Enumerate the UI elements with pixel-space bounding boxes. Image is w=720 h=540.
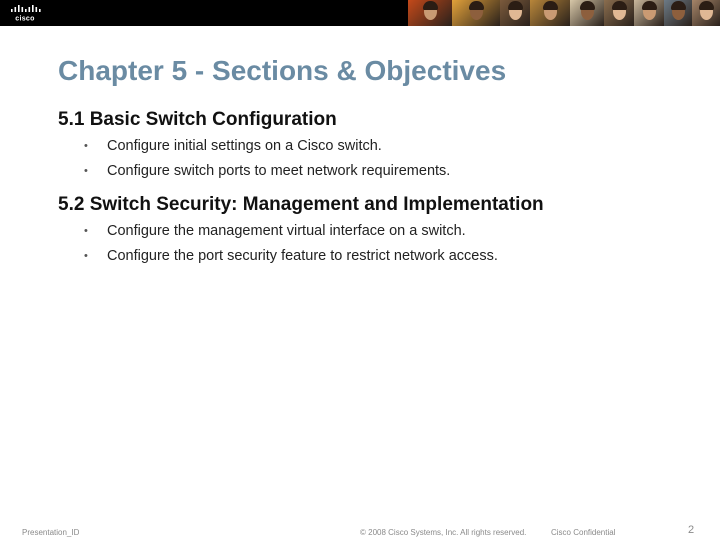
- bullet-item: [84, 163, 450, 179]
- footer-copyright: © 2008 Cisco Systems, Inc. All rights reserved.: [360, 528, 527, 537]
- section-heading-5-2: 5.2 Switch Security: Management and Implementation: [58, 194, 544, 215]
- bullet-dot: •: [84, 165, 88, 177]
- header-photo: [604, 0, 634, 26]
- footer-presentation-id: Presentation_ID: [22, 528, 80, 537]
- bullet-text: Configure the port security feature to restrict network access.: [107, 248, 498, 264]
- bullet-text: Configure the management virtual interface on a switch.: [107, 223, 466, 239]
- header-photo: [664, 0, 692, 26]
- header-photo-strip: [408, 0, 720, 26]
- header-photo: [530, 0, 570, 26]
- header-photo: [500, 0, 530, 26]
- header-bar: [0, 0, 720, 26]
- bullet-dot: •: [84, 250, 88, 262]
- header-photo: [692, 0, 720, 26]
- bullet-dot: •: [84, 140, 88, 152]
- slide-title: Chapter 5 - Sections & Objectives: [58, 55, 507, 86]
- header-photo: [570, 0, 604, 26]
- bullet-text: Configure switch ports to meet network requirements.: [107, 163, 451, 179]
- header-photo: [452, 0, 500, 26]
- bullet-item: [84, 248, 498, 264]
- section-heading-5-1: 5.1 Basic Switch Configuration: [58, 109, 337, 130]
- header-photo: [408, 0, 452, 26]
- header-photo: [634, 0, 664, 26]
- bullet-text: Configure initial settings on a Cisco switch.: [107, 138, 382, 154]
- page-number: 2: [688, 524, 695, 536]
- cisco-logo-icon: [8, 4, 42, 22]
- bullet-item: [84, 223, 466, 239]
- cisco-logo-text: cisco: [15, 15, 35, 22]
- bullet-dot: •: [84, 225, 88, 237]
- footer-confidential: Cisco Confidential: [551, 528, 616, 537]
- bullet-item: [84, 138, 382, 154]
